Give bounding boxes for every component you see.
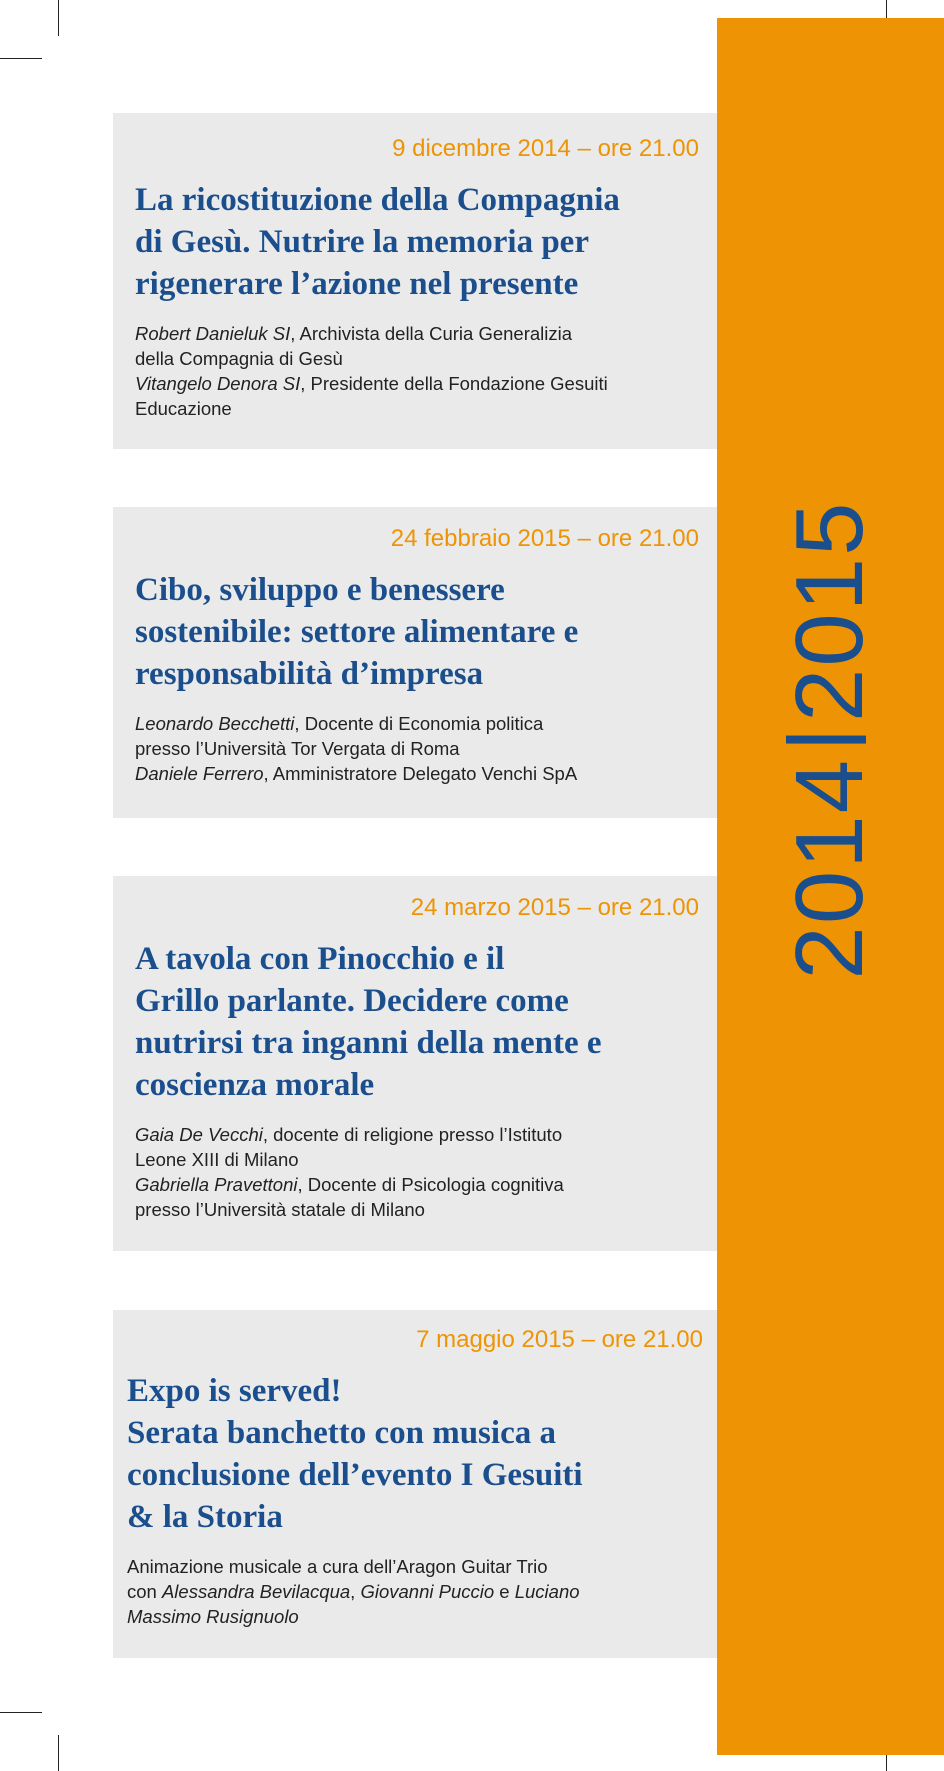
title-line: nutrirsi tra inganni della mente e	[135, 1025, 602, 1061]
year-start: 2014	[776, 758, 883, 980]
speaker-role: Educazione	[135, 398, 232, 419]
title-line: & la Storia	[127, 1499, 283, 1535]
speaker-line	[135, 346, 699, 371]
speaker-name: Gaia De Vecchi	[135, 1124, 263, 1145]
event-performers	[127, 1554, 703, 1629]
title-line: conclusione dell’evento I Gesuiti	[127, 1457, 583, 1493]
crop-mark	[0, 58, 42, 59]
title-line: rigenerare l’azione nel presente	[135, 266, 579, 302]
speaker-name: Gabriella Pravettoni	[135, 1174, 298, 1195]
event-title	[135, 569, 699, 695]
speaker-role: della Compagnia di Gesù	[135, 348, 343, 369]
speaker-role: , Docente di Economia politica	[294, 713, 544, 734]
performer-name: Alessandra Bevilacqua	[161, 1581, 351, 1602]
speaker-role: , Archivista della Curia Generalizia	[290, 323, 573, 344]
event-title	[135, 179, 699, 305]
title-line: Grillo parlante. Decidere come	[135, 983, 569, 1019]
event-date: 24 febbraio 2015 – ore 21.00	[390, 525, 699, 552]
performer-name: Giovanni Puccio	[360, 1581, 495, 1602]
crop-mark	[58, 0, 59, 36]
event-card-4	[113, 1310, 717, 1658]
speaker-role: , Docente di Psicologia cognitiva	[297, 1174, 564, 1195]
speaker-line	[135, 321, 699, 346]
title-line: responsabilità d’impresa	[135, 656, 484, 692]
speaker-line	[135, 761, 699, 786]
event-speakers	[135, 321, 699, 421]
title-line: di Gesù. Nutrire la memoria per	[135, 224, 589, 260]
speaker-role: Leone XIII di Milano	[135, 1149, 299, 1170]
performer-name: Massimo Rusignuolo	[127, 1606, 299, 1627]
speaker-name: Robert Danieluk SI	[135, 323, 291, 344]
crop-mark	[58, 1735, 59, 1771]
title-line: Serata banchetto con musica a	[127, 1415, 556, 1451]
performer-text: con	[127, 1581, 162, 1602]
speaker-line	[135, 396, 699, 421]
year-range-label	[776, 500, 883, 980]
title-line: coscienza morale	[135, 1067, 375, 1103]
speaker-line	[135, 1147, 699, 1172]
speaker-role: presso l’Università statale di Milano	[135, 1199, 425, 1220]
year-separator	[786, 736, 866, 744]
year-end: 2015	[776, 500, 883, 722]
performer-text: e	[494, 1581, 515, 1602]
speaker-line	[135, 1197, 699, 1222]
speaker-line	[135, 371, 699, 396]
speaker-name: Vitangelo Denora SI	[135, 373, 301, 394]
crop-mark	[0, 1712, 42, 1713]
event-card-3	[113, 876, 717, 1251]
event-title	[127, 1370, 703, 1538]
event-card-1	[113, 113, 717, 449]
performer-text: Animazione musicale a cura dell’Aragon Guitar Trio	[127, 1556, 548, 1577]
speaker-line	[135, 711, 699, 736]
performer-name: Luciano	[514, 1581, 580, 1602]
title-line: La ricostituzione della Compagnia	[135, 182, 620, 218]
event-speakers	[135, 1122, 699, 1222]
speaker-name: Daniele Ferrero	[135, 763, 264, 784]
speaker-line	[135, 736, 699, 761]
speaker-role: , docente di religione presso l’Istituto	[262, 1124, 563, 1145]
title-line: Expo is served!	[127, 1373, 342, 1409]
speaker-line	[135, 1172, 699, 1197]
performer-line	[127, 1579, 703, 1604]
title-line: A tavola con Pinocchio e il	[135, 941, 505, 977]
performer-line	[127, 1604, 703, 1629]
speaker-role: , Amministratore Delegato Venchi SpA	[263, 763, 578, 784]
event-date: 7 maggio 2015 – ore 21.00	[416, 1326, 703, 1353]
performer-text: ,	[350, 1581, 361, 1602]
speaker-name: Leonardo Becchetti	[135, 713, 295, 734]
title-line: sostenibile: settore alimentare e	[135, 614, 579, 650]
title-line: Cibo, sviluppo e benessere	[135, 572, 505, 608]
event-card-2	[113, 507, 717, 818]
speaker-line	[135, 1122, 699, 1147]
event-speakers	[135, 711, 699, 786]
speaker-role: presso l’Università Tor Vergata di Roma	[135, 738, 460, 759]
speaker-role: , Presidente della Fondazione Gesuiti	[300, 373, 608, 394]
event-title	[135, 938, 699, 1106]
performer-line	[127, 1554, 703, 1579]
event-date: 24 marzo 2015 – ore 21.00	[410, 894, 699, 921]
event-date: 9 dicembre 2014 – ore 21.00	[392, 135, 699, 162]
